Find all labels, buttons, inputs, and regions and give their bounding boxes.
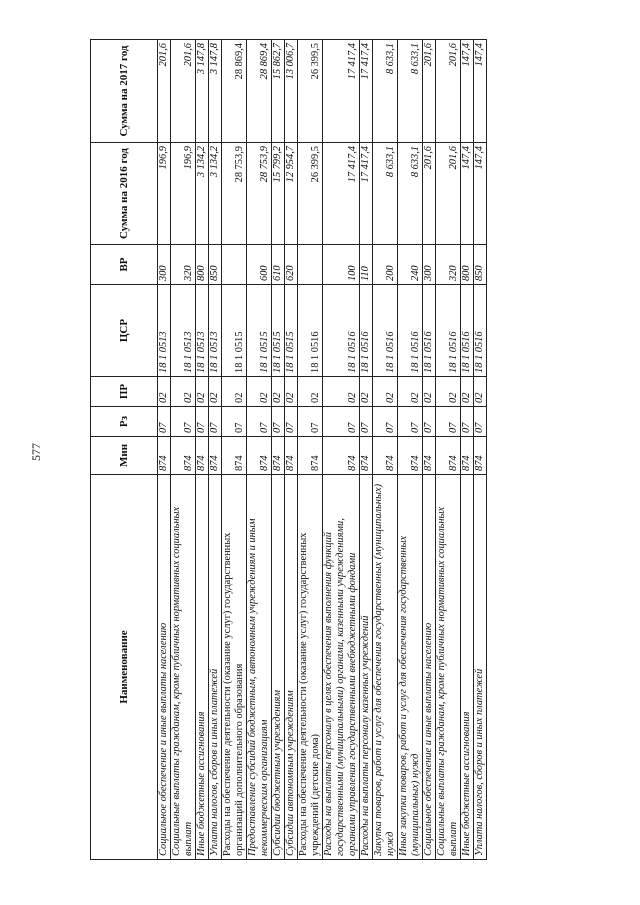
cell-sum-2017: 8 633,1: [373, 40, 398, 143]
cell-name: Предоставление субсидий бюджетным, автономным учреждениям и иным некоммерческим организациям: [247, 475, 272, 860]
table-row: [461, 40, 474, 860]
header-sum-2016: Сумма на 2016 год: [91, 143, 158, 245]
cell-rz: 07: [360, 407, 373, 437]
cell-rz: 07: [373, 407, 398, 437]
cell-rz: 07: [272, 407, 285, 437]
table-row: [373, 40, 398, 860]
cell-name: Расходы на обеспечение деятельности (оказание услуг) государственных организаций дополнительного образования: [222, 475, 247, 860]
cell-min: 874: [158, 437, 171, 475]
cell-sum-2017: 3 147,8: [209, 40, 222, 143]
cell-rz: 07: [158, 407, 171, 437]
cell-rz: 07: [209, 407, 222, 437]
cell-sum-2017: 3 147,8: [196, 40, 209, 143]
budget-table: [90, 39, 487, 860]
header-name: Наименование: [91, 475, 158, 860]
cell-sum-2017: 13 006,7: [285, 40, 298, 143]
cell-vr: 850: [474, 245, 487, 285]
cell-csr: 18 1 0515: [222, 285, 247, 377]
cell-name: Субсидии автономным учреждениям: [285, 475, 298, 860]
table-row: [360, 40, 373, 860]
cell-vr: 200: [373, 245, 398, 285]
cell-pr: 02: [298, 377, 323, 407]
cell-name: Расходы на выплаты персоналу казенных учреждений: [360, 475, 373, 860]
cell-sum-2017: 201,6: [423, 40, 436, 143]
cell-pr: 02: [474, 377, 487, 407]
cell-pr: 02: [247, 377, 272, 407]
cell-sum-2017: 201,6: [436, 40, 461, 143]
cell-csr: 18 1 0515: [272, 285, 285, 377]
cell-sum-2017: 15 862,7: [272, 40, 285, 143]
cell-min: 874: [398, 437, 423, 475]
table-row: [298, 40, 323, 860]
cell-pr: 02: [171, 377, 196, 407]
header-csr: ЦСР: [91, 285, 158, 377]
cell-min: 874: [222, 437, 247, 475]
cell-name: Социальные выплаты гражданам, кроме публичных нормативных социальных выплат: [436, 475, 461, 860]
cell-pr: 02: [158, 377, 171, 407]
cell-vr: 240: [398, 245, 423, 285]
cell-sum-2016: 147,4: [461, 143, 474, 245]
cell-name: Расходы на обеспечение деятельности (оказание услуг) государственных учреждений (детские дома): [298, 475, 323, 860]
cell-vr: 610: [272, 245, 285, 285]
cell-csr: 18 1 0515: [247, 285, 272, 377]
cell-min: 874: [247, 437, 272, 475]
cell-sum-2016: 196,9: [171, 143, 196, 245]
cell-pr: 02: [360, 377, 373, 407]
table-row: [209, 40, 222, 860]
cell-sum-2016: 147,4: [474, 143, 487, 245]
cell-csr: 18 1 0513: [158, 285, 171, 377]
cell-sum-2016: 196,9: [158, 143, 171, 245]
cell-rz: 07: [171, 407, 196, 437]
cell-name: Иные бюджетные ассигнования: [196, 475, 209, 860]
cell-vr: 300: [158, 245, 171, 285]
cell-min: 874: [323, 437, 360, 475]
cell-sum-2016: 17 417,4: [323, 143, 360, 245]
cell-pr: 02: [209, 377, 222, 407]
cell-vr: 320: [436, 245, 461, 285]
cell-csr: 18 1 0516: [398, 285, 423, 377]
cell-rz: 07: [298, 407, 323, 437]
cell-min: 874: [423, 437, 436, 475]
cell-pr: 02: [323, 377, 360, 407]
cell-rz: 07: [247, 407, 272, 437]
cell-csr: 18 1 0516: [298, 285, 323, 377]
cell-pr: 02: [196, 377, 209, 407]
cell-min: 874: [298, 437, 323, 475]
table-row: [222, 40, 247, 860]
cell-pr: 02: [285, 377, 298, 407]
cell-sum-2016: 17 417,4: [360, 143, 373, 245]
cell-vr: 100: [323, 245, 360, 285]
cell-name: Социальное обеспечение и иные выплаты населению: [158, 475, 171, 860]
cell-sum-2017: 26 399,5: [298, 40, 323, 143]
cell-rz: 07: [474, 407, 487, 437]
cell-rz: 07: [222, 407, 247, 437]
cell-csr: 18 1 0513: [209, 285, 222, 377]
table-row: [196, 40, 209, 860]
cell-min: 874: [209, 437, 222, 475]
cell-csr: 18 1 0516: [423, 285, 436, 377]
cell-csr: 18 1 0513: [171, 285, 196, 377]
cell-min: 874: [436, 437, 461, 475]
cell-name: Уплата налогов, сборов и иных платежей: [209, 475, 222, 860]
cell-min: 874: [285, 437, 298, 475]
cell-sum-2017: 28 869,4: [247, 40, 272, 143]
cell-name: Иные бюджетные ассигнования: [461, 475, 474, 860]
header-rz: Рз: [91, 407, 158, 437]
cell-vr: 850: [209, 245, 222, 285]
header-min: Мин: [91, 437, 158, 475]
cell-name: Расходы на выплаты персоналу в целях обеспечения выполнения функций государственными (муниципальными) органами, казенными учреждениями, органами управления государственными внебюджетными фондами: [323, 475, 360, 860]
cell-vr: [222, 245, 247, 285]
cell-rz: 07: [196, 407, 209, 437]
cell-rz: 07: [423, 407, 436, 437]
cell-min: 874: [461, 437, 474, 475]
cell-vr: 600: [247, 245, 272, 285]
cell-name: Уплата налогов, сборов и иных платежей: [474, 475, 487, 860]
cell-sum-2017: 201,6: [171, 40, 196, 143]
cell-vr: 320: [171, 245, 196, 285]
page-number: 577: [29, 443, 43, 461]
cell-csr: 18 1 0515: [285, 285, 298, 377]
cell-csr: 18 1 0516: [436, 285, 461, 377]
cell-sum-2016: 3 134,2: [196, 143, 209, 245]
cell-vr: 300: [423, 245, 436, 285]
table-row: [436, 40, 461, 860]
cell-min: 874: [171, 437, 196, 475]
cell-pr: 02: [461, 377, 474, 407]
cell-rz: 07: [285, 407, 298, 437]
cell-rz: 07: [323, 407, 360, 437]
cell-rz: 07: [436, 407, 461, 437]
cell-sum-2017: 147,4: [474, 40, 487, 143]
header-vr: ВР: [91, 245, 158, 285]
cell-min: 874: [373, 437, 398, 475]
cell-vr: 800: [196, 245, 209, 285]
cell-vr: 110: [360, 245, 373, 285]
table-row: [285, 40, 298, 860]
table-row: [423, 40, 436, 860]
cell-min: 874: [272, 437, 285, 475]
cell-name: Иные закупки товаров, работ и услуг для обеспечения государственных (муниципальных) нужд: [398, 475, 423, 860]
cell-name: Социальное обеспечение и иные выплаты населению: [423, 475, 436, 860]
table-row: [323, 40, 360, 860]
cell-name: Субсидии бюджетным учреждениям: [272, 475, 285, 860]
cell-sum-2016: 28 753,9: [247, 143, 272, 245]
table-row: [398, 40, 423, 860]
cell-sum-2017: 17 417,4: [323, 40, 360, 143]
cell-pr: 02: [436, 377, 461, 407]
cell-name: Социальные выплаты гражданам, кроме публичных нормативных социальных выплат: [171, 475, 196, 860]
cell-csr: 18 1 0516: [474, 285, 487, 377]
cell-pr: 02: [423, 377, 436, 407]
cell-csr: 18 1 0516: [461, 285, 474, 377]
cell-sum-2016: 201,6: [436, 143, 461, 245]
table-row: [158, 40, 171, 860]
cell-pr: 02: [373, 377, 398, 407]
cell-name: Закупка товаров, работ и услуг для обеспечения государственных (муниципальных) нужд: [373, 475, 398, 860]
cell-min: 874: [196, 437, 209, 475]
table-row: [474, 40, 487, 860]
cell-sum-2017: 17 417,4: [360, 40, 373, 143]
table-container: [90, 40, 560, 860]
table-row: [272, 40, 285, 860]
cell-sum-2017: 8 633,1: [398, 40, 423, 143]
cell-csr: 18 1 0516: [360, 285, 373, 377]
cell-sum-2016: 8 633,1: [373, 143, 398, 245]
cell-pr: 02: [398, 377, 423, 407]
table-row: [247, 40, 272, 860]
cell-vr: [298, 245, 323, 285]
header-sum-2017: Сумма на 2017 год: [91, 40, 158, 143]
cell-pr: 02: [222, 377, 247, 407]
cell-csr: 18 1 0516: [373, 285, 398, 377]
landscape-wrapper: [90, 40, 560, 860]
cell-vr: 620: [285, 245, 298, 285]
cell-sum-2016: 26 399,5: [298, 143, 323, 245]
cell-sum-2017: 201,6: [158, 40, 171, 143]
header-row: [91, 40, 158, 860]
cell-pr: 02: [272, 377, 285, 407]
cell-csr: 18 1 0513: [196, 285, 209, 377]
cell-min: 874: [474, 437, 487, 475]
cell-sum-2017: 28 869,4: [222, 40, 247, 143]
cell-sum-2016: 8 633,1: [398, 143, 423, 245]
cell-vr: 800: [461, 245, 474, 285]
cell-sum-2017: 147,4: [461, 40, 474, 143]
cell-sum-2016: 3 134,2: [209, 143, 222, 245]
table-row: [171, 40, 196, 860]
cell-sum-2016: 12 954,7: [285, 143, 298, 245]
cell-min: 874: [360, 437, 373, 475]
header-pr: ПР: [91, 377, 158, 407]
cell-sum-2016: 28 753,9: [222, 143, 247, 245]
table-body: [158, 40, 487, 860]
cell-csr: 18 1 0516: [323, 285, 360, 377]
cell-rz: 07: [461, 407, 474, 437]
cell-sum-2016: 15 799,2: [272, 143, 285, 245]
cell-sum-2016: 201,6: [423, 143, 436, 245]
cell-rz: 07: [398, 407, 423, 437]
